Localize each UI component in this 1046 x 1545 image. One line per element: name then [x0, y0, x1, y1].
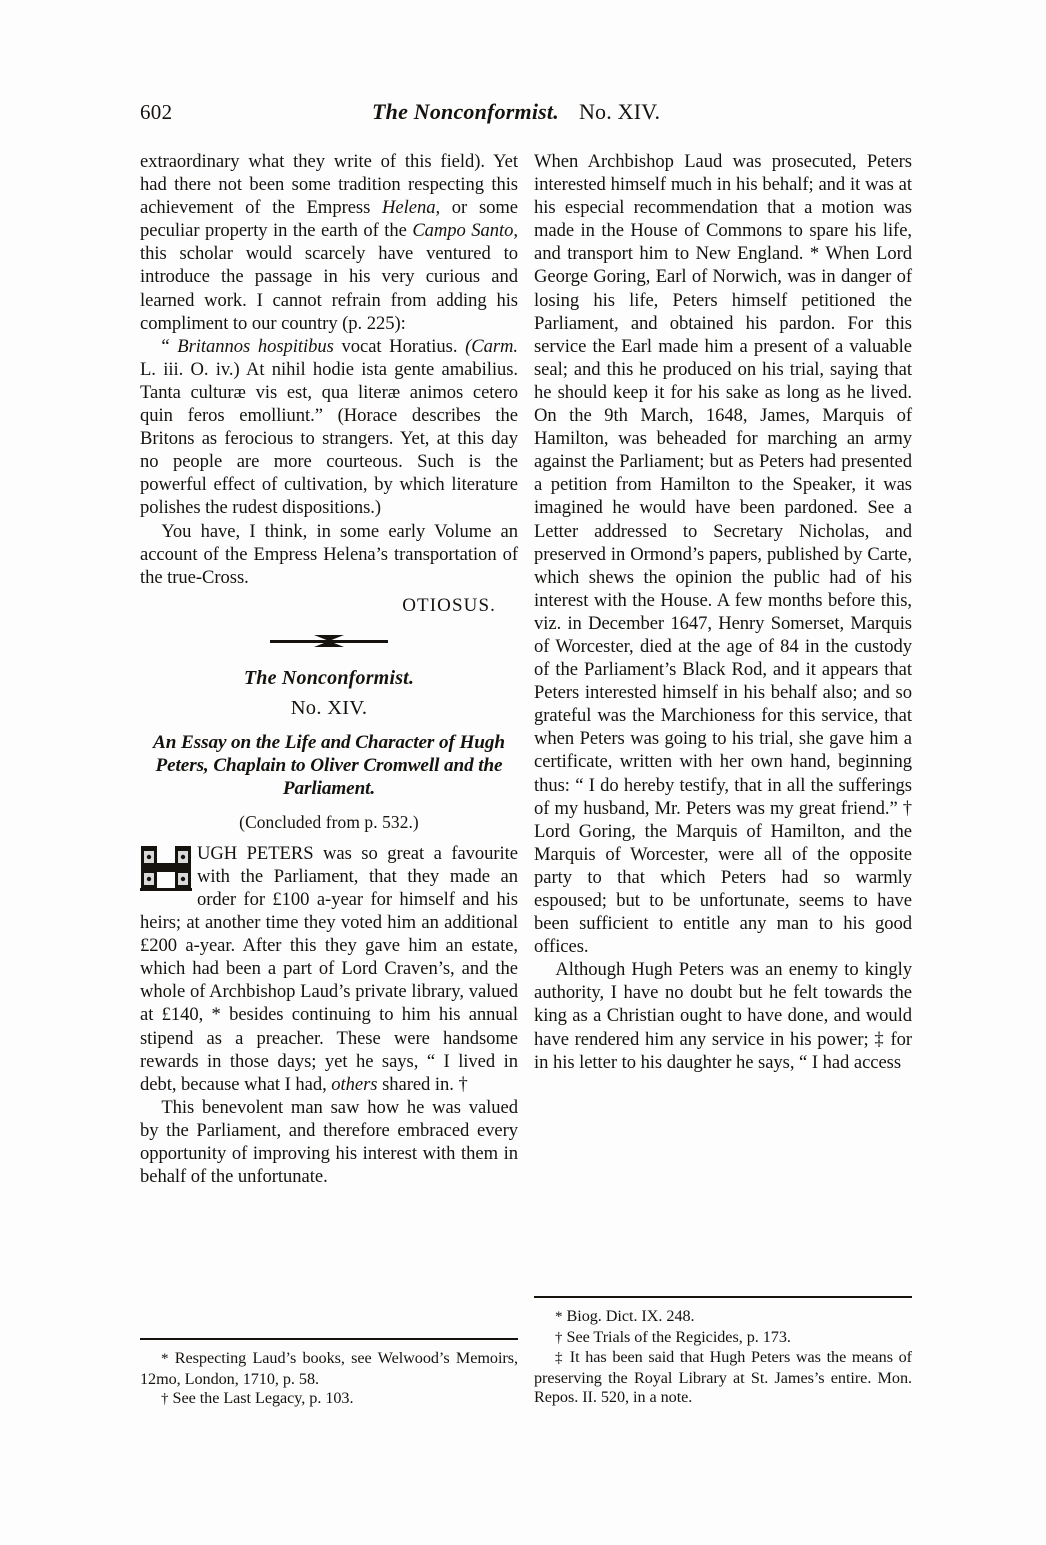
footnote-text: See the Last Legacy, p. 103.: [168, 1389, 354, 1408]
left-text-column: [140, 150, 518, 1188]
footnote-text: It has been said that Hugh Peters was the means of preserving the Royal Library at St. James’s entire. Mon. Repos. II. 520, in a note.: [534, 1348, 912, 1407]
ornament-lozenge-bottom: [314, 641, 344, 647]
carm-citation-italic: (Carm.: [465, 335, 519, 357]
footnote-item: [140, 1349, 518, 1389]
running-head: [140, 100, 912, 132]
article-continued-from-note: (Concluded from p. 532.): [239, 811, 419, 832]
article-title: An Essay on the Life and Character of Hugh Peters, Chaplain to Oliver Cromwell and the Parliament.: [153, 731, 505, 799]
footnote-marker-double-dagger: ‡: [555, 1350, 565, 1367]
article-serial-number: No. XIV.: [290, 696, 368, 719]
text-run: L. iii. O. iv.) At nihil hodie ista gente amabilius. Tanta culturæ vis est, qua literæ animos cetero quin feros emolliunt.” (Horace describes the Britons as ferocious to strangers. Yet, at this day no people are more courteous. Such is the powerful effect of cultivation, by which literature polishes the rudest dispositions.): [140, 358, 518, 519]
footnote-item: [140, 1389, 518, 1410]
article-opening-paragraph: [140, 842, 518, 1096]
text-run: this scholar would scarcely have ventured to introduce the passage in his very curious and learned work. I cannot refrain from adding his compliment to our country (p. 225):: [140, 243, 518, 334]
left-footnote-block: [140, 1338, 518, 1410]
footnote-separator-rule: [534, 1296, 912, 1298]
footnote-item: [534, 1307, 912, 1328]
running-head-center: [372, 99, 660, 125]
lozenge-rule-ornament-icon: [270, 635, 388, 647]
footnote-text: See Trials of the Regicides, p. 173.: [562, 1327, 791, 1346]
footnote-marker-dagger: †: [161, 1391, 169, 1408]
footnote-separator-rule: [140, 1338, 518, 1340]
right-footnote-block: [534, 1296, 912, 1408]
quote-open-mark: “: [161, 335, 178, 357]
footnote-text: Biog. Dict. IX. 248.: [562, 1307, 695, 1325]
right-footnote-list: [534, 1307, 912, 1408]
paragraph-latin-quotation: [140, 335, 518, 520]
article-second-paragraph: This benevolent man saw how he was valued by the Parliament, and therefore embraced every opportunity of improving his interest with them in behalf of the unfortunate.: [140, 1096, 518, 1188]
dropcap-letter-h: [140, 845, 192, 891]
campo-santo-italic: Campo Santo,: [412, 220, 518, 242]
paragraph-continued: [140, 150, 518, 335]
footnote-marker-dagger: †: [555, 1329, 563, 1346]
footnote-item: [534, 1348, 912, 1408]
britannos-hospitibus-italic: Britannos hospitibus: [177, 335, 334, 357]
text-run: or some peculiar property in the earth of the: [140, 197, 518, 242]
text-run: UGH PETERS was so great a favourite with the Parliament, that they made an order for £100 a-year for himself and his heirs; at another time they voted him an additional £200 a-year. After this they gave him an estate, which had been a part of Lord Craven’s, and the whole of Archbishop Laud’s private library, valued at £140, * besides continuing to him his annual stipend as a preacher. These were handsome rewards in those days; yet he says, “ I lived in debt, because what I had,: [140, 842, 518, 1095]
text-run: shared in. †: [377, 1073, 468, 1095]
article-heading-block: [140, 667, 518, 833]
paragraph-final-letter: You have, I think, in some early Volume an account of the Empress Helena’s transportation of the true-Cross.: [140, 520, 518, 588]
running-head-number: No. XIV.: [578, 99, 661, 124]
page-folio-number: 602: [140, 100, 173, 124]
right-paragraph-two: Although Hugh Peters was an enemy to kingly authority, I have no doubt but he felt towards the king as a Christian ought to have done, and would have rendered him any service in his power; ‡ for in his letter to his daughter he says, “ I had access: [534, 959, 912, 1073]
footnote-item: [534, 1328, 912, 1349]
article-serial-title: The Nonconformist.: [243, 666, 415, 689]
others-italic: others: [331, 1073, 378, 1095]
right-paragraph-one: When Archbishop Laud was prosecuted, Peters interested himself much in his behalf; and it was at his especial recommendation that a motion was made in the House of Commons to spare his life, and transport him to New England. * When Lord George Goring, Earl of Norwich, was in danger of losing his life, Peters himself petitioned the Parliament, and obtained his pardon. For this service the Earl made him a present of a valuable seal; and this he produced on his trial, saying that he should keep it for his sake as long as he lived. On the 9th March, 1648, James, Marquis of Hamilton, was beheaded for marching an army against the Parliament; but as Peters had presented a petition from Hamilton to the Speaker, it was imagined he would have been pardoned. See a Letter addressed to Secretary Nicholas, and preserved in Ormond’s papers, published by Carte, which shews the opinion the public had of his interest with the House. A few months before this, viz. in December 1647, Henry Somerset, Marquis of Worcester, died at the age of 84 in the custody of the Parliament’s Black Rod, and it appears that Peters interested himself in his behalf also; and so grateful was the Marchioness for this service, that when Peters was going to his trial, she gave him a certificate, written with her own hand, beginning thus: “ I do hereby testify, that in all the sufferings of my husband, Mr. Peters was my great friend.” † Lord Goring, the Marquis of Hamilton, and the Marquis of Worcester, were all of the opposite party to that which Peters had so warmly espoused; but to be unfortunate, seems to have been sufficient to entitle any man to his good offices.: [534, 151, 912, 958]
empress-helena-italic: Helena,: [382, 197, 441, 219]
footnote-text: Respecting Laud’s books, see Welwood’s Memoirs, 12mo, London, 1710, p. 58.: [140, 1349, 518, 1388]
text-run: extraordinary what they write of this field). Yet had there not been some tradition respecting this achievement of the Empress: [140, 151, 518, 219]
footnote-marker-asterisk: *: [161, 1351, 169, 1367]
letter-signature: OTIOSUS.: [402, 594, 496, 616]
left-footnote-list: [140, 1349, 518, 1410]
right-text-column: [534, 150, 912, 1074]
footnote-marker-asterisk: *: [555, 1309, 563, 1325]
text-run: vocat Horatius.: [333, 335, 466, 357]
running-head-title: The Nonconformist.: [372, 99, 559, 124]
